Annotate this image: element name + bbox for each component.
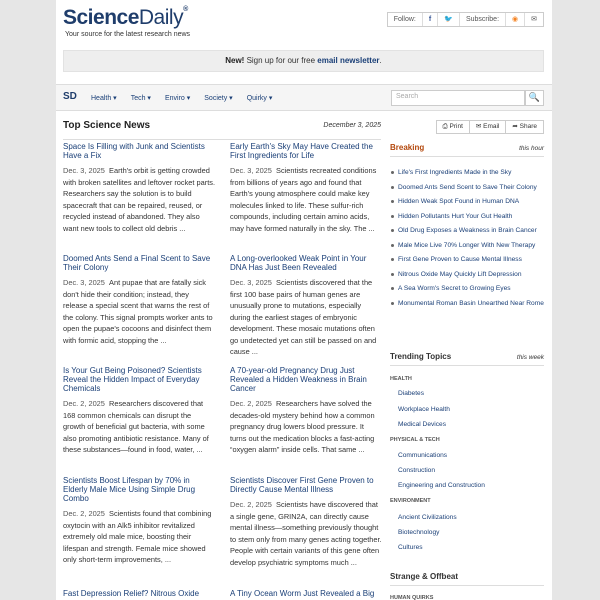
story-card — [63, 142, 215, 234]
story-text: Researchers discovered that 168 common chemicals can disrupt the growth of beneficial gut bacteria, with some also promoting antibiotic resistance. Many of these substances—found in food, water, ... — [63, 399, 209, 454]
story-summary — [63, 508, 215, 566]
story-title[interactable]: Doomed Ants Send a Final Scent to Save Their Colony — [63, 254, 211, 272]
print-button[interactable]: ⎙ Print — [437, 121, 470, 133]
subscribe-label: Subscribe: — [460, 13, 506, 26]
nav-item-enviro[interactable]: Enviro ▾ — [164, 95, 191, 102]
story-title[interactable]: A 70-year-old Pregnancy Drug Just Revealed a Hidden Weakness in Brain Cancer — [230, 366, 367, 393]
follow-bar — [387, 12, 544, 27]
search-input[interactable]: Search — [391, 90, 525, 106]
twitter-icon[interactable]: 🐦 — [438, 13, 460, 26]
story-title[interactable]: Is Your Gut Being Poisoned? Scientists Reveal the Hidden Impact of Everyday Chemicals — [63, 366, 202, 393]
story-card — [63, 589, 215, 600]
story-summary — [63, 398, 215, 456]
logo-mark: ® — [183, 6, 188, 13]
topic-link[interactable]: Communications — [398, 452, 448, 459]
nav-item-society[interactable]: Society ▾ — [204, 95, 233, 102]
topic-link[interactable]: Ancient Civilizations — [398, 514, 457, 521]
breaking-item[interactable]: Doomed Ants Send Scent to Save Their Colony — [390, 183, 544, 193]
story-title[interactable]: A Long-overlooked Weak Point in Your DNA Has Just Been Revealed — [230, 254, 367, 272]
story-date: Dec. 3, 2025 — [63, 166, 105, 175]
story-summary — [230, 277, 382, 358]
story-card — [230, 142, 382, 234]
story-summary — [63, 165, 215, 234]
story-date: Dec. 2, 2025 — [63, 509, 105, 518]
topic-link[interactable]: Cultures — [398, 544, 423, 551]
topic-category-health: HEALTH — [390, 376, 412, 382]
section-date: December 3, 2025 — [323, 122, 381, 129]
newsletter-banner — [63, 50, 544, 72]
story-summary — [230, 165, 382, 234]
breaking-header — [390, 143, 544, 157]
site-tagline: Your source for the latest research news — [65, 31, 191, 38]
story-title[interactable]: Space Is Filling with Junk and Scientists Have a Fix — [63, 142, 205, 160]
follow-label: Follow: — [388, 13, 423, 26]
strange-title: Strange & Offbeat — [390, 572, 459, 581]
story-card — [230, 589, 382, 600]
breaking-item[interactable]: Life's First Ingredients Made in the Sky — [390, 168, 544, 178]
topic-category-physical-tech: PHYSICAL & TECH — [390, 437, 440, 443]
story-date: Dec. 3, 2025 — [230, 166, 272, 175]
story-date: Dec. 3, 2025 — [230, 278, 272, 287]
breaking-item[interactable]: Old Drug Exposes a Weakness in Brain Cancer — [390, 226, 544, 236]
section-title: Top Science News — [63, 120, 151, 131]
breaking-list — [390, 168, 544, 313]
trending-title: Trending Topics — [390, 352, 452, 361]
story-date: Dec. 2, 2025 — [230, 500, 272, 509]
logo-science: Science — [63, 6, 139, 29]
topic-link[interactable]: Workplace Health — [398, 406, 450, 413]
breaking-item[interactable]: Monumental Roman Basin Unearthed Near Rome — [390, 299, 544, 309]
facebook-icon[interactable]: f — [423, 13, 438, 26]
breaking-meta: this hour — [519, 145, 544, 152]
story-text: Researchers have solved the decades-old mystery behind how a common pregnancy drug lowers blood pressure. It turns out the medication blocks a fast-acting “oxygen alarm” inside cells. That same ... — [230, 399, 375, 454]
logo-daily: Daily — [138, 6, 184, 29]
rss-icon[interactable]: ◉ — [506, 13, 525, 26]
main-navbar — [56, 84, 552, 111]
newsletter-new-label: New! — [225, 56, 245, 65]
story-summary — [63, 277, 215, 346]
story-title[interactable]: Fast Depression Relief? Nitrous Oxide — [63, 589, 200, 598]
story-text: Scientists recreated conditions from billions of years ago and found that Earth's young atmosphere could make key molecules linked to life. These sulfur-rich compounds, including certain amino acids, may have formed naturally in the sky. The ... — [230, 166, 377, 233]
topic-link[interactable]: Engineering and Construction — [398, 482, 485, 489]
newsletter-text: Sign up for our free — [244, 56, 318, 65]
story-card — [63, 254, 215, 346]
topic-category-environment: ENVIRONMENT — [390, 498, 431, 504]
story-title[interactable]: Scientists Boost Lifespan by 70% in Elderly Male Mice Using Simple Drug Combo — [63, 476, 196, 503]
topic-category-human-quirks: HUMAN QUIRKS — [390, 595, 434, 600]
strange-header — [390, 572, 544, 586]
topic-link[interactable]: Medical Devices — [398, 421, 447, 428]
story-text: Scientists discovered that the first 100 base pairs of human genes are unusually prone to mutations, especially during the earliest stages of embryonic development. These mosaic mutations often go undetected yet can still be passed on and cause ... — [230, 278, 377, 356]
breaking-item[interactable]: Hidden Weak Spot Found in Human DNA — [390, 197, 544, 207]
breaking-item[interactable]: First Gene Proven to Cause Mental Illness — [390, 255, 544, 265]
story-title[interactable]: Scientists Discover First Gene Proven to Directly Cause Mental Illness — [230, 476, 374, 494]
search-icon[interactable]: 🔍 — [525, 90, 544, 106]
story-text: Scientists found that combining oxytocin with an Alk5 inhibitor revitalized extremely old male mice, boosting their lifespan and strength. Female mice showed only short-term improvements, ... — [63, 509, 212, 564]
story-date: Dec. 3, 2025 — [63, 278, 105, 287]
email-icon[interactable]: ✉ — [531, 16, 537, 23]
newsletter-link[interactable]: email newsletter — [317, 56, 380, 65]
breaking-item[interactable]: Nitrous Oxide May Quickly Lift Depression — [390, 270, 544, 280]
breaking-title: Breaking — [390, 143, 425, 152]
story-card — [230, 476, 382, 568]
trending-header — [390, 352, 544, 366]
story-card — [230, 254, 382, 358]
topic-link[interactable]: Diabetes — [398, 390, 425, 397]
share-button[interactable]: ➦ Share — [512, 123, 537, 130]
breaking-item[interactable]: Hidden Pollutants Hurt Your Gut Health — [390, 212, 544, 222]
nav-item-quirky[interactable]: Quirky ▾ — [246, 95, 273, 102]
story-title[interactable]: A Tiny Ocean Worm Just Revealed a Big — [230, 589, 375, 598]
story-title[interactable]: Early Earth's Sky May Have Created the First Ingredients for Life — [230, 142, 373, 160]
site-header — [56, 0, 552, 42]
email-button[interactable]: ✉ Email — [470, 121, 507, 133]
topic-link[interactable]: Biotechnology — [398, 529, 440, 536]
trending-meta: this week — [516, 354, 544, 361]
story-summary — [230, 499, 382, 568]
story-date: Dec. 2, 2025 — [230, 399, 272, 408]
story-text: Earth's orbit is getting crowded with broken satellites and leftover rocket parts. Researchers say the solution is to build spacecraft that can be repaired, reused, or recycled instead of abandoned. They also want new tools to collect old debris ... — [63, 166, 215, 233]
nav-item-health[interactable]: Health ▾ — [91, 95, 117, 102]
story-summary — [230, 398, 382, 456]
nav-item-tech[interactable]: Tech ▾ — [130, 95, 151, 102]
story-text: Scientists have discovered that a single gene, GRIN2A, can directly cause mental illness—something previously thought to stem only from many genes acting together. People with certain variants of this gene often develop psychiatric symptoms much ... — [230, 500, 382, 567]
site-logo[interactable] — [63, 6, 188, 30]
breaking-item[interactable]: Male Mice Live 70% Longer With New Therapy — [390, 241, 544, 251]
page — [56, 0, 552, 600]
top-news-header — [63, 118, 381, 140]
nav-menu — [91, 94, 286, 102]
newsletter-end: . — [379, 56, 382, 65]
story-date: Dec. 2, 2025 — [63, 399, 105, 408]
story-text: Ant pupae that are fatally sick don't hide their condition; instead, they release a special scent that warns the rest of the colony. This signal prompts worker ants to open the pupae's cocoons and disinfect them with formic acid, stopping the ... — [63, 278, 213, 345]
story-card — [63, 476, 215, 566]
share-bar — [436, 120, 545, 134]
top-news-section — [63, 118, 382, 598]
story-card — [230, 366, 382, 456]
nav-logo[interactable]: SD — [63, 91, 77, 102]
story-card — [63, 366, 215, 456]
topic-link[interactable]: Construction — [398, 467, 436, 474]
breaking-item[interactable]: A Sea Worm's Secret to Growing Eyes — [390, 284, 544, 294]
